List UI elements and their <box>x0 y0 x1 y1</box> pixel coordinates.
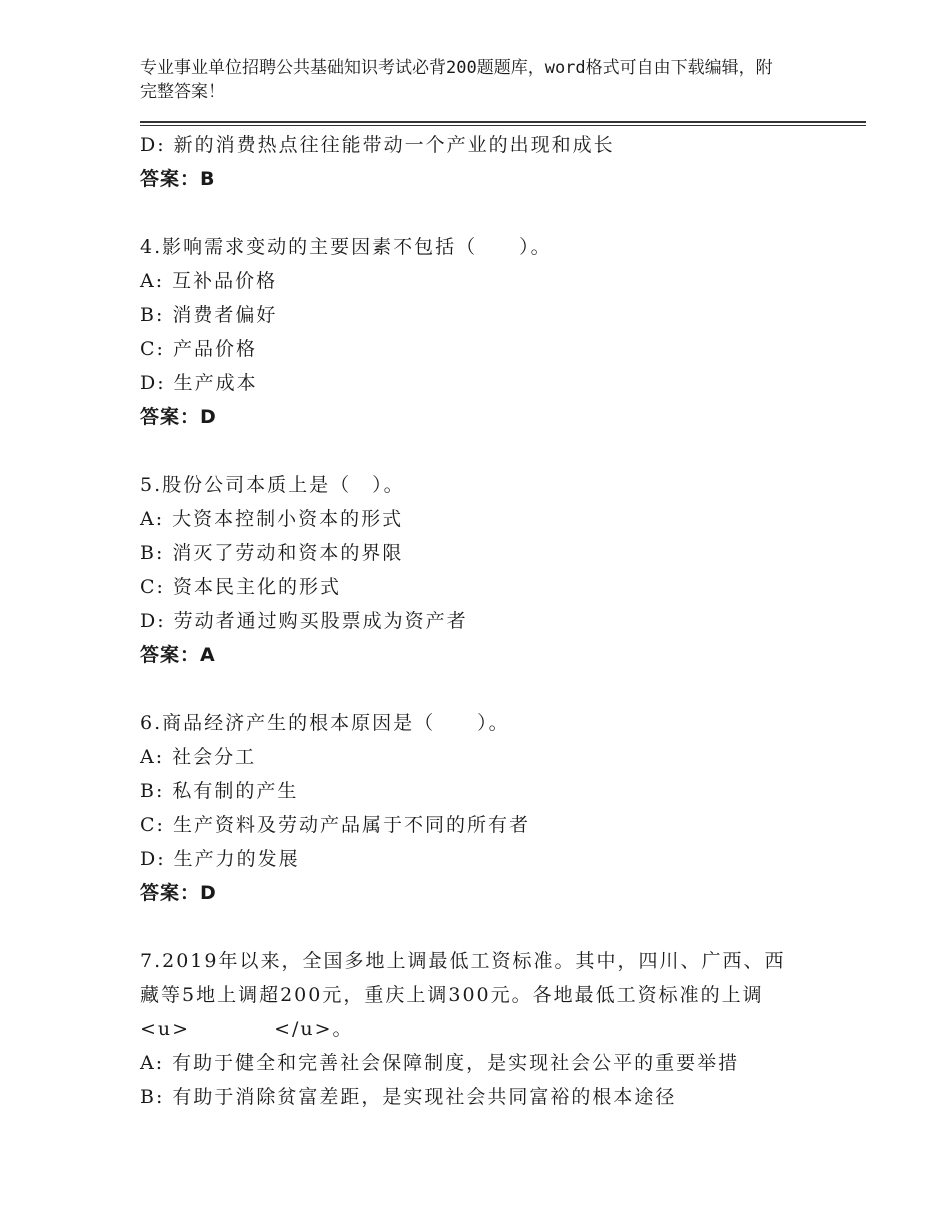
q4-stem: 4.影响需求变动的主要因素不包括（ ）。 <box>140 236 552 258</box>
q6-option-d: D: 生产力的发展 <box>140 848 300 870</box>
q5-option-a: A: 大资本控制小资本的形式 <box>140 508 404 530</box>
header-rule-thin <box>140 125 866 126</box>
q4-option-c: C: 产品价格 <box>140 338 257 360</box>
q6-option-a: A: 社会分工 <box>140 746 257 768</box>
document-header: 专业事业单位招聘公共基础知识考试必背200题题库，word格式可自由下载编辑，附完整答案！ <box>140 58 773 102</box>
q4-answer: 答案：D <box>140 406 217 428</box>
q7-option-a: A: 有助于健全和完善社会保障制度，是实现社会公平的重要举措 <box>140 1052 740 1074</box>
header-rule-thick <box>140 121 866 123</box>
q5-stem: 5.股份公司本质上是（ ）。 <box>140 474 405 496</box>
q5-option-d: D: 劳动者通过购买股票成为资产者 <box>140 610 468 632</box>
q6-option-b: B: 私有制的产生 <box>140 780 299 802</box>
q7-stem: 7.2019年以来，全国多地上调最低工资标准。其中，四川、广西、西藏等5地上调超200元，重庆上调300元。各地最低工资标准的上调<u> </u>。 <box>140 950 786 1040</box>
question-list <box>140 128 866 1114</box>
q4-option-a: A: 互补品价格 <box>140 270 278 292</box>
q3-answer: 答案：B <box>140 168 216 190</box>
q4-option-b: B: 消费者偏好 <box>140 304 278 326</box>
q5-answer: 答案：A <box>140 644 216 666</box>
q5-option-c: C: 资本民主化的形式 <box>140 576 341 598</box>
q6-stem: 6.商品经济产生的根本原因是（ ）。 <box>140 712 510 734</box>
q7-option-b: B: 有助于消除贫富差距，是实现社会共同富裕的根本途径 <box>140 1086 677 1108</box>
q3-option-d: D: 新的消费热点往往能带动一个产业的出现和成长 <box>140 134 615 156</box>
q5-option-b: B: 消灭了劳动和资本的界限 <box>140 542 404 564</box>
q4-option-d: D: 生产成本 <box>140 372 258 394</box>
q6-answer: 答案：D <box>140 882 217 904</box>
q6-option-c: C: 生产资料及劳动产品属于不同的所有者 <box>140 814 530 836</box>
